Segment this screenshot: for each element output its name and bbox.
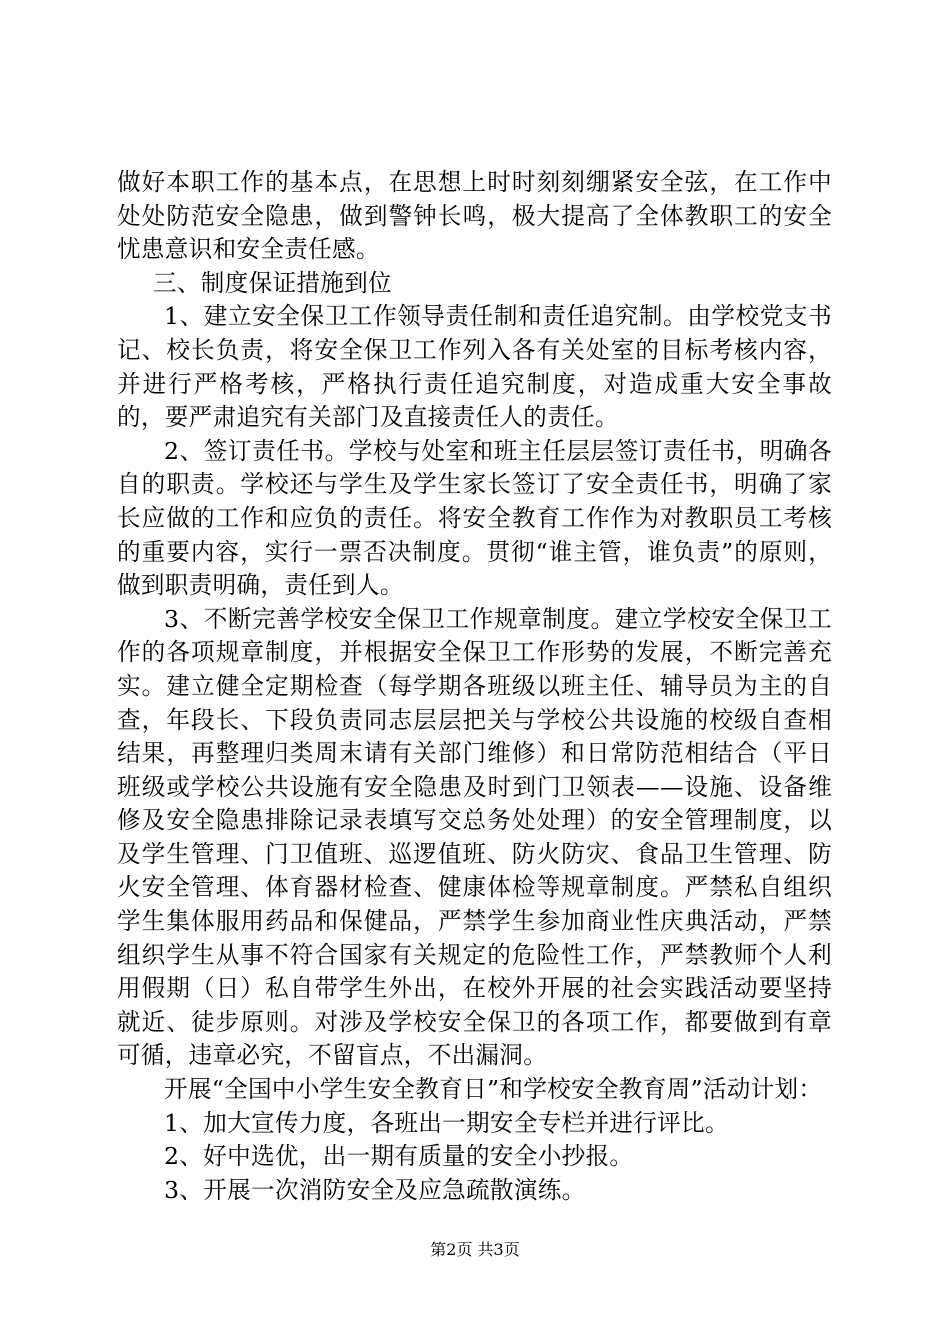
paragraph-item-2: 2、签订责任书。学校与处室和班主任层层签订责任书，明确各自的职责。学校还与学生及学生家长签订了安全责任书，明确了家长应做的工作和应负的责任。将安全教育工作作为对教职员工考核的重要内容，实行一票否决制度。贯彻“谁主管，谁负责”的原则，做到职责明确，责任到人。 (117, 436, 832, 600)
document-body (117, 166, 832, 1207)
paragraph-item-1: 1、建立安全保卫工作领导责任制和责任追究制。由学校党支书记、校长负责，将安全保卫工作列入各有关处室的目标考核内容，并进行严格考核，严格执行责任追究制度，对造成重大安全事故的，要严肃追究有关部门及直接责任人的责任。 (117, 302, 832, 432)
paragraph-activity-plan: 开展“全国中小学生安全教育日”和学校安全教育周”活动计划： (164, 1075, 823, 1104)
plan-item-1: 1、加大宣传力度，各班出一期安全专栏并进行评比。 (164, 1108, 729, 1137)
paragraph-continuation: 做好本职工作的基本点，在思想上时时刻刻绷紧安全弦，在工作中处处防范安全隐患，做到警钟长鸣，极大提高了全体教职工的安全忧患意识和安全责任感。 (117, 168, 832, 264)
plan-item-2: 2、好中选优，出一期有质量的安全小抄报。 (164, 1142, 634, 1171)
plan-item-3: 3、开展一次消防安全及应急疏散演练。 (164, 1175, 586, 1204)
section-heading: 三、制度保证措施到位 (153, 268, 392, 297)
paragraph-item-3: 3、不断完善学校安全保卫工作规章制度。建立学校安全保卫工作的各项规章制度，并根据安全保卫工作形势的发展，不断完善充实。建立健全定期检查（每学期各班级以班主任、辅导员为主的自查，年段长、下段负责同志层层把关与学校公共设施的校级自查相结果，再整理归类周末请有关部门维修）和日常防范相结合（平日班级或学校公共设施有安全隐患及时到门卫领表——设施、设备维修及安全隐患排除记录表填写交总务处处理）的安全管理制度，以及学生管理、门卫值班、巡逻值班、防火防灾、食品卫生管理、防火安全管理、体育器材检查、健康体检等规章制度。严禁私自组织学生集体服用药品和保健品，严禁学生参加商业性庆典活动，严禁组织学生从事不符合国家有关规定的危险性工作，严禁教师个人利用假期（日）私自带学生外出，在校外开展的社会实践活动要坚持就近、徒步原则。对涉及学校安全保卫的各项工作，都要做到有章可循，违章必究，不留盲点，不出漏洞。 (117, 604, 832, 1070)
page-number-footer: 第2页 共3页 (430, 1240, 520, 1259)
